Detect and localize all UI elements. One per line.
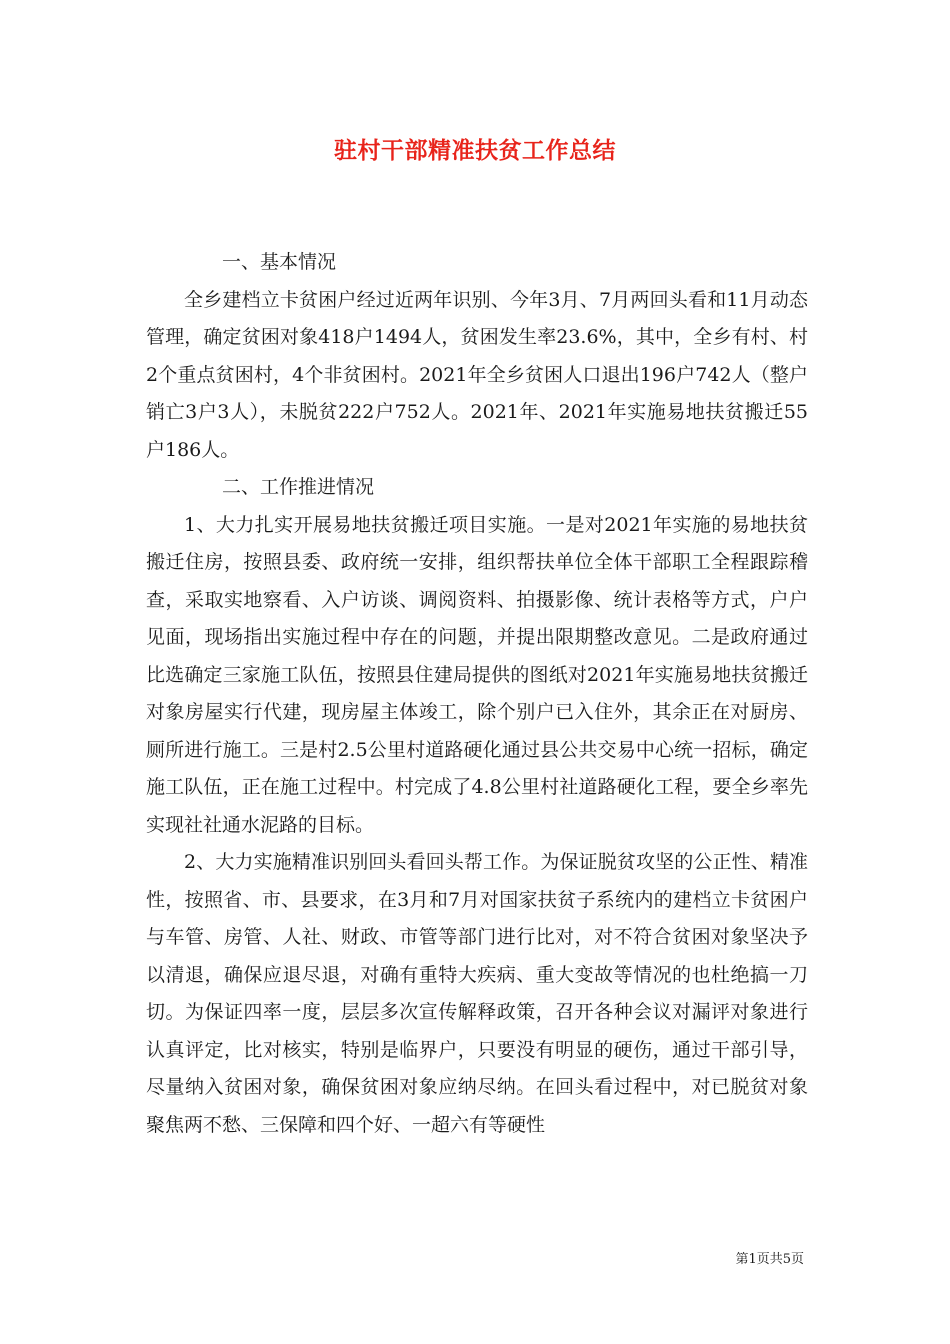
section-heading-work-progress: 二、工作推进情况 <box>222 476 375 498</box>
document-body <box>146 244 808 1144</box>
page-title: 驻村干部精准扶贫工作总结 <box>334 137 616 164</box>
paragraph-basic-situation: 全乡建档立卡贫困户经过近两年识别、今年3月、7月两回头看和11月动态管理，确定贫困对象418户1494人，贫困发生率23.6%，其中，全乡有村、村2个重点贫困村，4个非贫困村。2021年全乡贫困人口退出196户742人（整户销亡3户3人），未脱贫222户752人。2021年、2021年实施易地扶贫搬迁55户186人。 <box>146 288 808 461</box>
page-number: 第1页共5页 <box>735 1252 804 1267</box>
paragraph-precise-identification: 2、大力实施精准识别回头看回头帮工作。为保证脱贫攻坚的公正性、精准性，按照省、市、县要求，在3月和7月对国家扶贫子系统内的建档立卡贫困户与车管、房管、人社、财政、市管等部门进行比对，对不符合贫困对象坚决予以清退，确保应退尽退，对确有重特大疾病、重大变故等情况的也杜绝搞一刀切。为保证四率一度，层层多次宣传解释政策，召开各种会议对漏评对象进行认真评定，比对核实，特别是临界户，只要没有明显的硬伤，通过干部引导，尽量纳入贫困对象，确保贫困对象应纳尽纳。在回头看过程中，对已脱贫对象聚焦两不愁、三保障和四个好、一超六有等硬性 <box>146 851 808 1136</box>
section-heading-basic-situation: 一、基本情况 <box>222 251 337 273</box>
paragraph-relocation-project: 1、大力扎实开展易地扶贫搬迁项目实施。一是对2021年实施的易地扶贫搬迁住房，按照县委、政府统一安排，组织帮扶单位全体干部职工全程跟踪稽查，采取实地察看、入户访谈、调阅资料、拍摄影像、统计表格等方式，户户见面，现场指出实施过程中存在的问题，并提出限期整改意见。二是政府通过比选确定三家施工队伍，按照县住建局提供的图纸对2021年实施易地扶贫搬迁对象房屋实行代建，现房屋主体竣工，除个别户已入住外，其余正在对厨房、厕所进行施工。三是村2.5公里村道路硬化通过县公共交易中心统一招标，确定施工队伍，正在施工过程中。村完成了4.8公里村社道路硬化工程，要全乡率先实现社社通水泥路的目标。 <box>146 513 808 836</box>
